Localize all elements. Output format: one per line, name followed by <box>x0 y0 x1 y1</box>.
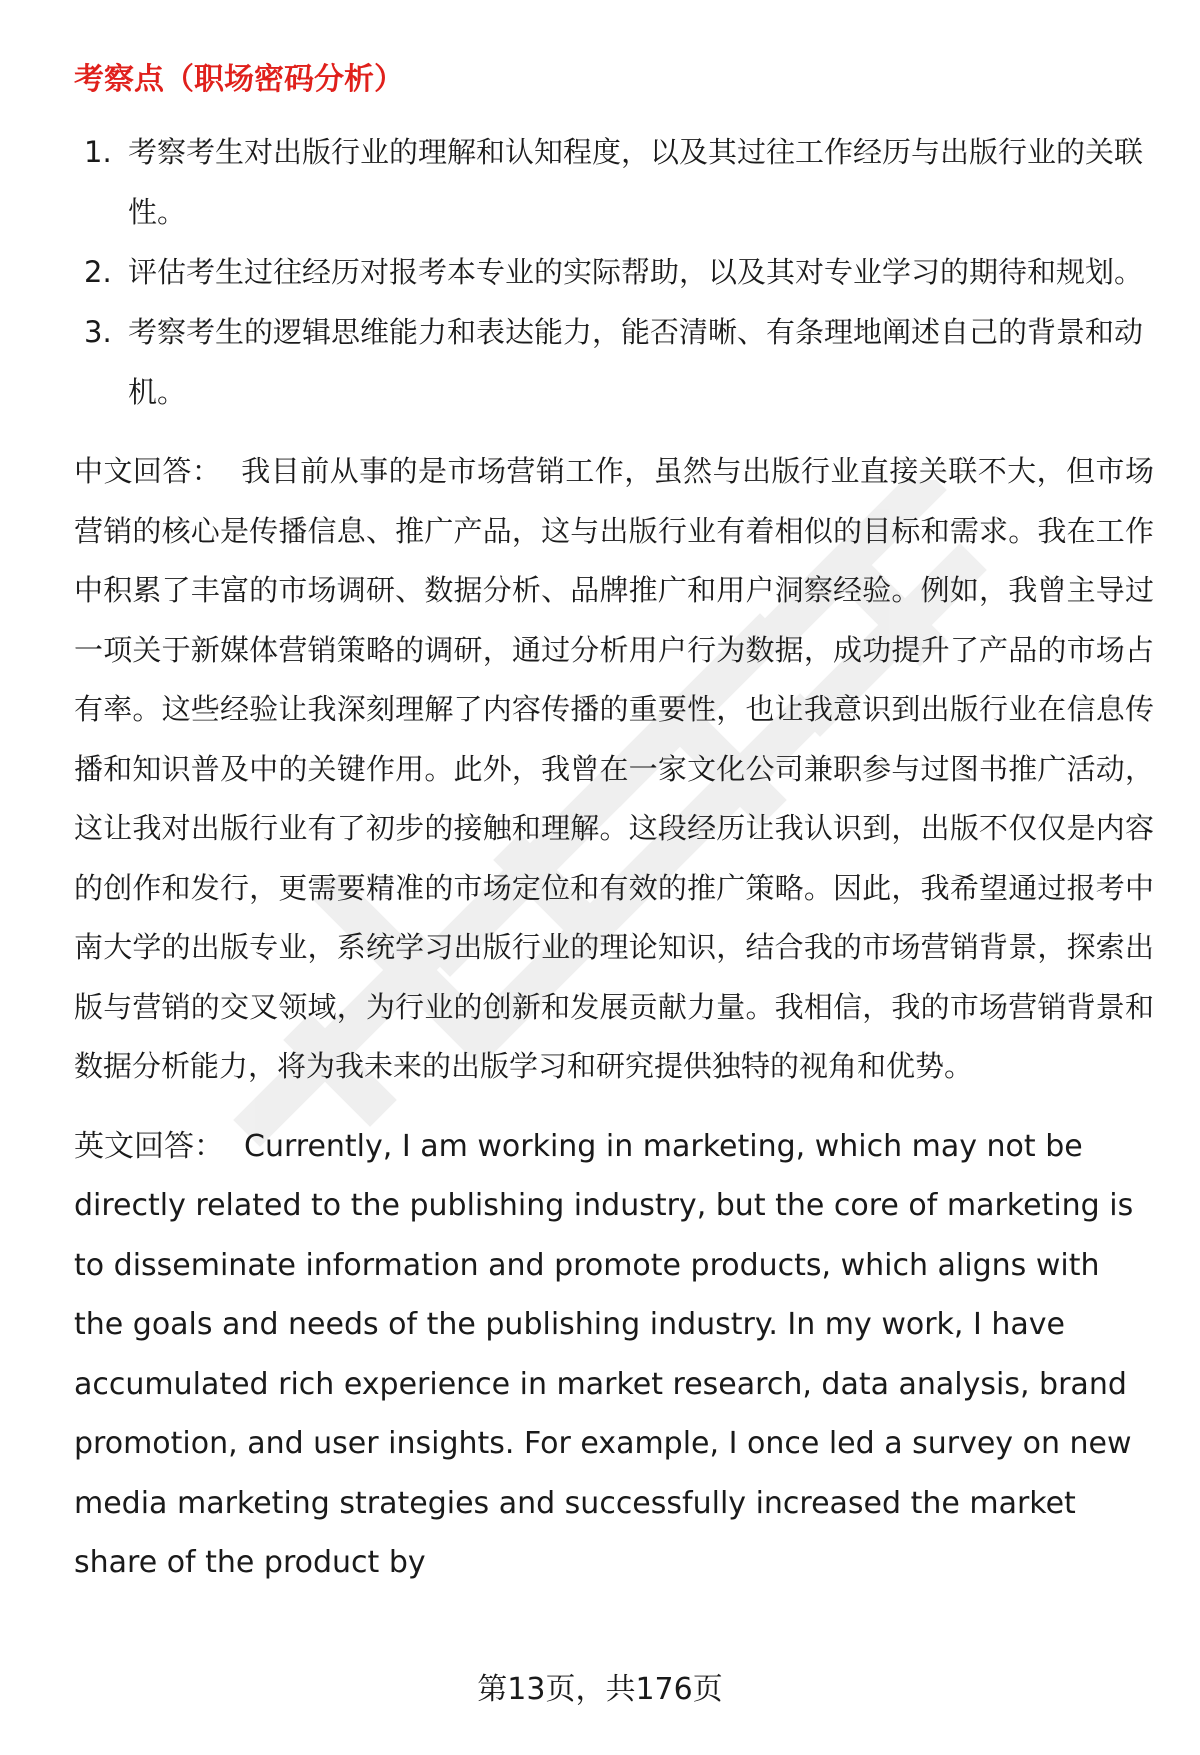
english-answer-paragraph <box>74 1117 1154 1593</box>
chinese-answer-label: 中文回答： <box>74 454 222 488</box>
section-title: 考察点（职场密码分析） <box>74 62 404 97</box>
list-item-number: 2. <box>84 255 112 289</box>
english-answer-text: Currently, I am working in marketing, which may not be directly related to the publishing industry, but the core of marketing is to disseminate information and promote products, which aligns with the goals and needs of the publishing industry. In my work, I have accumulated rich experience in market research, data analysis, brand promotion, and user insights. For example, I once led a survey on new media marketing strategies and successfully increased the market share of the product by <box>74 1128 1134 1580</box>
list-item-text: 评估考生过往经历对报考本专业的实际帮助，以及其对专业学习的期待和规划。 <box>128 255 1144 289</box>
document-body <box>74 56 1154 1593</box>
list-item-text: 考察考生对出版行业的理解和认知程度，以及其过往工作经历与出版行业的关联性。 <box>128 135 1144 229</box>
list-item <box>74 302 1154 422</box>
list-item-text: 考察考生的逻辑思维能力和表达能力，能否清晰、有条理地阐述自己的背景和动机。 <box>128 315 1144 409</box>
english-answer-label: 英文回答： <box>74 1128 224 1164</box>
chinese-answer-text: 我目前从事的是市场营销工作，虽然与出版行业直接关联不大，但市场营销的核心是传播信息、推广产品，这与出版行业有着相似的目标和需求。我在工作中积累了丰富的市场调研、数据分析、品牌推广和用户洞察经验。例如，我曾主导过一项关于新媒体营销策略的调研，通过分析用户行为数据，成功提升了产品的市场占有率。这些经验让我深刻理解了内容传播的重要性，也让我意识到出版行业在信息传播和知识普及中的关键作用。此外，我曾在一家文化公司兼职参与过图书推广活动，这让我对出版行业有了初步的接触和理解。这段经历让我认识到，出版不仅仅是内容的创作和发行，更需要精准的市场定位和有效的推广策略。因此，我希望通过报考中南大学的出版专业，系统学习出版行业的理论知识，结合我的市场营销背景，探索出版与营销的交叉领域，为行业的创新和发展贡献力量。我相信，我的市场营销背景和数据分析能力，将为我未来的出版学习和研究提供独特的视角和优势。 <box>74 454 1154 1083</box>
list-item-number: 1. <box>84 135 112 169</box>
chinese-answer-paragraph <box>74 442 1154 1097</box>
assessment-points-list <box>74 122 1154 422</box>
list-item <box>74 122 1154 242</box>
list-item <box>74 242 1154 302</box>
page-number: 第13页，共176页 <box>477 1672 723 1707</box>
list-item-number: 3. <box>84 315 112 349</box>
